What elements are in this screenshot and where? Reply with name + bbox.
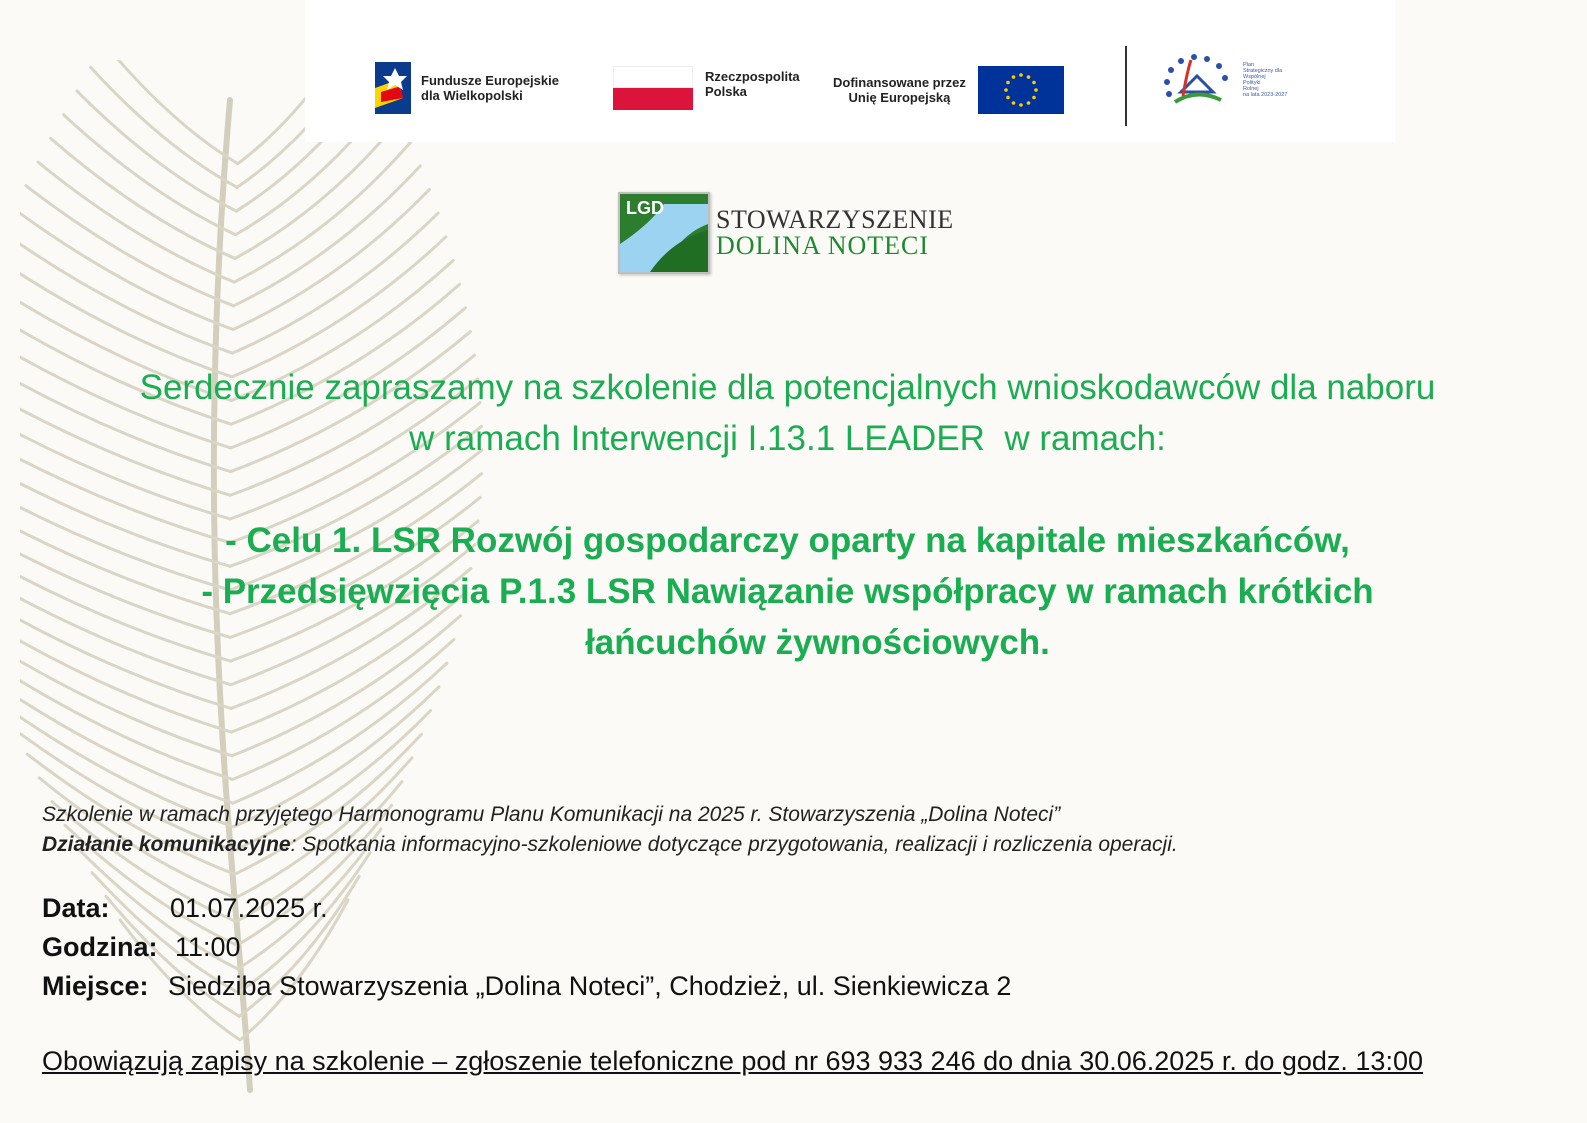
- invitation-intro: [60, 362, 1515, 464]
- rp-line2: Polska: [705, 84, 747, 99]
- lgd-dolina-noteci-logo: [618, 192, 954, 274]
- plan-text-line: Polityki: [1243, 80, 1261, 86]
- logo-divider: [1125, 46, 1127, 126]
- place-label: Miejsce:: [42, 971, 149, 1001]
- registration-note: Obowiązują zapisy na szkolenie – zgłoszenie telefoniczne pod nr 693 933 246 do dnia 30.06.2025 r. do godz. 13:00: [42, 1046, 1423, 1076]
- place-row: [42, 967, 1542, 1006]
- polish-flag-icon: [613, 66, 693, 110]
- fe-line1: Fundusze Europejskie: [421, 73, 559, 88]
- eu-flag-icon: [978, 66, 1064, 114]
- lgd-badge: [618, 192, 710, 274]
- goal-line2: - Przedsięwzięcia P.1.3 LSR Nawiązanie współpracy w ramach krótkich: [201, 572, 1374, 611]
- time-value: 11:00: [175, 932, 241, 962]
- plan-text-line: Wspólnej: [1243, 74, 1266, 80]
- fe-line2: dla Wielkopolski: [421, 88, 523, 103]
- lgd-name-line2: DOLINA NOTECI: [716, 231, 930, 260]
- plan-strategiczny-logo: [1157, 52, 1287, 108]
- date-label: Data:: [42, 893, 110, 923]
- notes-line2-text: : Spotkania informacyjno-szkoleniowe dotyczące przygotowania, realizacji i rozliczenia operacji.: [290, 833, 1178, 856]
- time-row: [42, 928, 1542, 967]
- date-row: [42, 889, 1542, 928]
- rp-line1: Rzeczpospolita: [705, 69, 800, 84]
- plan-text-line: Strategiczny dla: [1243, 68, 1283, 74]
- training-notes: [42, 800, 1542, 860]
- fe-wielkopolska-logo: [373, 58, 559, 118]
- plan-text-line: Rolnej: [1243, 86, 1259, 92]
- plan-text: [1243, 62, 1287, 98]
- date-value: 01.07.2025 r.: [170, 893, 328, 923]
- event-details: [42, 889, 1542, 1006]
- plan-text-line: na lata 2023-2027: [1243, 92, 1288, 98]
- fe-flag-icon: [373, 58, 413, 118]
- goal-line1: - Celu 1. LSR Rozwój gospodarczy oparty na kapitale mieszkańców,: [225, 521, 1350, 560]
- time-label: Godzina:: [42, 932, 158, 962]
- place-value: Siedziba Stowarzyszenia „Dolina Noteci”, Chodzież, ul. Sienkiewicza 2: [168, 971, 1012, 1001]
- rp-logo: [613, 66, 800, 110]
- eu-line2: Unię Europejską: [848, 90, 951, 105]
- plan-text-line: Plan: [1243, 62, 1255, 68]
- intro-line1: Serdecznie zapraszamy na szkolenie dla potencjalnych wnioskodawców dla naboru: [139, 368, 1436, 407]
- invitation-goals: [100, 515, 1475, 668]
- notes-line1: Szkolenie w ramach przyjętego Harmonogramu Planu Komunikacji na 2025 r. Stowarzyszenia „Dolina Noteci”: [42, 803, 1061, 826]
- funding-logos-band: [305, 0, 1395, 142]
- lgd-name-line1: STOWARZYSZENIE: [716, 205, 954, 234]
- plan-strategiczny-icon: [1157, 52, 1239, 108]
- intro-line2: w ramach Interwencji I.13.1 LEADER w ramach:: [409, 419, 1166, 458]
- eu-line1: Dofinansowane przez: [833, 75, 966, 90]
- eu-cofunding-logo: [833, 66, 1064, 114]
- notes-line2: [42, 830, 1542, 860]
- lgd-badge-text: LGD: [626, 198, 664, 218]
- goal-line3: łańcuchów żywnościowych.: [585, 623, 1050, 662]
- notes-line2-label: Działanie komunikacyjne: [42, 833, 291, 856]
